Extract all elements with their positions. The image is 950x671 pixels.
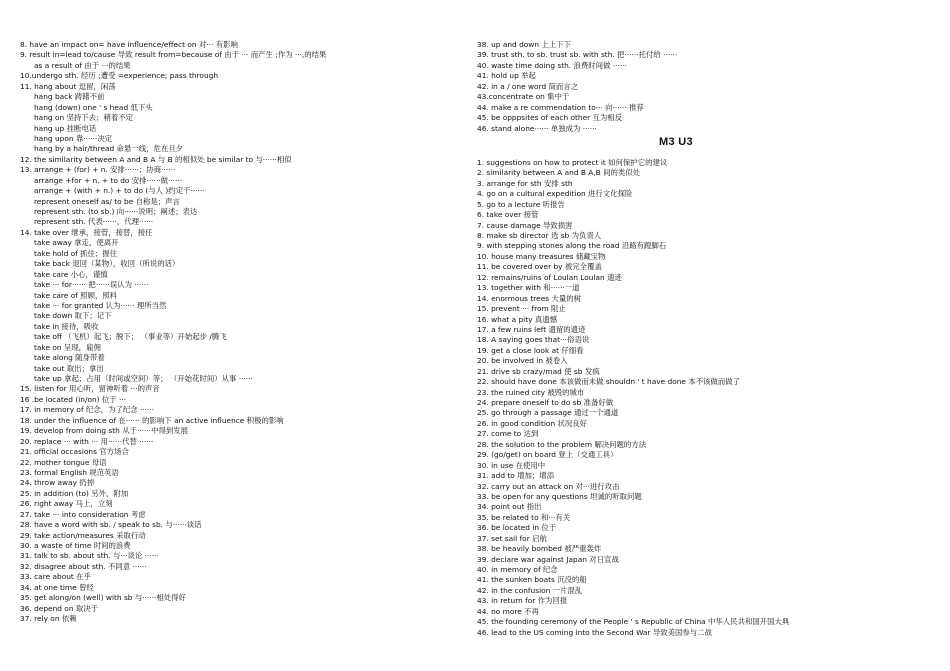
vocab-line: 23. the ruined city 被毁的城市 — [477, 387, 585, 397]
section-heading: M3 U3 — [659, 136, 693, 148]
vocab-line: take care of 照顾，照料 — [34, 290, 118, 300]
vocab-line: 10. house many treasures 储藏宝物 — [477, 251, 606, 261]
vocab-line: 25. go through a passage 通过一个通道 — [477, 408, 619, 418]
vocab-line: 11. hang about 逗留，闲荡 — [20, 81, 116, 91]
vocab-line: represent sth. 代表······，代理······ — [34, 217, 154, 227]
vocab-line: 39. trust sth. to sb. trust sb. with sth. 把······托付给 ······ — [477, 50, 678, 60]
vocab-line: 31. talk to sb. about sth. 与···谈论 ······ — [20, 551, 159, 561]
vocab-line: 16 .be located (in/on) 位于 ··· — [20, 394, 127, 404]
vocab-line: 2. similarity between A and B A,B 间的类似处 — [477, 168, 641, 178]
vocab-line: 28. the solution to the problem 解决问题的方法 — [477, 439, 647, 449]
vocab-line: 45. the founding ceremony of the People ' s Republic of China 中华人民共和国开国大典 — [477, 617, 790, 627]
vocab-line: 15. listen for 用心听，留神听着 ···的声音 — [20, 384, 160, 394]
vocab-line: 8. have an impact on= have influence/effect on 对··· 有影响 — [20, 40, 238, 49]
vocab-line: take ··· for······ 把······误认为 ······ — [34, 280, 149, 290]
vocab-line: take in 接待，吸收 — [34, 321, 99, 331]
vocab-line: hang up 挂断电话 — [34, 123, 97, 133]
vocab-line: 1. suggestions on how to protect it 如何保护它的建议 — [477, 157, 668, 167]
vocab-line: 37. rely on 依赖 — [20, 614, 77, 624]
vocab-line: 14. take over 继承，接管，接替，接任 — [20, 227, 153, 237]
vocab-line: 27. come to 达到 — [477, 429, 539, 439]
vocab-line: 26. in good condition 状况良好 — [477, 418, 588, 428]
vocab-line: 33. be open for any questions 坦诚的听取问题 — [477, 491, 642, 501]
right-bottom-list — [477, 158, 937, 638]
vocab-line: 45. be opppsites of each other 互为相反 — [477, 113, 623, 123]
vocab-line: 24. throw away 扔掉 — [20, 478, 95, 488]
right-top-list — [477, 40, 937, 134]
vocab-line: take off （飞机）起飞；脱下； （事业等）开始起步 /腾飞 — [34, 332, 227, 342]
vocab-line: 9. result in=lead to/cause 导致 result from=because of 由于 ··· 而产生 ;作为 ···,的结果 — [20, 50, 327, 60]
vocab-line: 44. make a re commendation to··· 向······ 推荐 — [477, 102, 644, 112]
heading-spacer — [477, 134, 937, 158]
vocab-line: 43.concentrate on 集中于 — [477, 92, 570, 102]
vocab-line: 7. cause damage 导致损害 — [477, 220, 573, 230]
vocab-line: 21. official occasions 官方场合 — [20, 447, 129, 457]
vocab-line: 37. set sail for 启航 — [477, 533, 547, 543]
vocab-line: 10.undergo sth. 经历 ;遭受 =experience; pass through — [20, 71, 219, 81]
vocab-line: 33. care about 在乎 — [20, 572, 91, 582]
vocab-line: 38. be heavily bombed 被严重轰炸 — [477, 544, 602, 554]
vocab-line: take down 取下；记下 — [34, 311, 112, 321]
vocab-line: hang on 坚持下去；稍着不定 — [34, 113, 134, 123]
left-column — [20, 40, 460, 625]
vocab-line: 15. prevent ··· from 阻止 — [477, 304, 566, 314]
vocab-line: 27. take ··· into consideration 考虑 — [20, 509, 146, 519]
vocab-line: 20. be involved in 被卷入 — [477, 356, 568, 366]
vocab-line: 14. enormous trees 大量的树 — [477, 293, 581, 303]
vocab-line: 46. lead to the US coming into the Second War 导致美国参与二战 — [477, 627, 712, 637]
vocab-line: 30. a waste of time 时间的浪费 — [20, 541, 131, 550]
vocab-line: take care 小心，谨慎 — [34, 269, 108, 279]
vocab-line: 4. go on a cultural expedition 进行文化探险 — [477, 189, 633, 199]
vocab-line: 38. up and down 上上下下 — [477, 40, 571, 49]
vocab-line: 40. waste time doing sth. 浪费时间做 ······ — [477, 60, 627, 70]
vocab-line: 36. be located in 位于 — [477, 523, 557, 533]
vocab-line: 16. what a pity 真遗憾 — [477, 314, 558, 324]
right-column — [477, 40, 937, 638]
vocab-line: 17. in memory of 纪念，为了纪念 ······ — [20, 405, 155, 415]
vocab-line: 31. add to 增加；增添 — [477, 471, 555, 481]
vocab-line: take out 取出；拿出 — [34, 363, 104, 373]
vocab-line: 3. arrange for sth 安排 sth — [477, 178, 573, 188]
vocab-line: 29. take action/measures 采取行动 — [20, 530, 146, 540]
vocab-line: arrange + (with + n.) + to do (与人 )约定干······ — [34, 186, 205, 196]
vocab-line: take along 随身带着 — [34, 353, 105, 363]
vocab-line: 34. at one time 曾经 — [20, 582, 94, 592]
vocab-line: 29. (go/get) on board 登上（交通工具） — [477, 450, 618, 460]
vocab-line: 19. develop from doing sth 从于······中得到发展 — [20, 426, 189, 436]
vocab-line: take back 退回（某物），收回（所说的话） — [34, 259, 180, 269]
vocab-line: 12. remains/ruins of Loulan Loulan 遗迹 — [477, 272, 622, 282]
vocab-line: 26. right away 马上，立刻 — [20, 499, 113, 509]
vocab-line: 42. in the confusion 一片混乱 — [477, 585, 583, 595]
vocab-line: 19. get a close look at 仔细看 — [477, 345, 584, 355]
vocab-line: 43. in return for 作为回报 — [477, 596, 568, 606]
vocab-line: 8. make sb director 选 sb 为负责人 — [477, 231, 602, 240]
vocab-line: 36. depend on 取决于 — [20, 603, 99, 613]
vocab-line: arrange +for + n. + to do 安排······做······ — [34, 175, 183, 185]
vocab-line: 6. take over 接管 — [477, 210, 539, 220]
vocab-line: 42. in a / one word 简而言之 — [477, 81, 579, 91]
vocab-line: hang back 踌躇不前 — [34, 92, 105, 102]
vocab-line: 22. mother tongue 母语 — [20, 457, 107, 467]
vocab-line: 18. A saying goes that···俗语说 — [477, 335, 590, 345]
vocab-line: 13. arrange + (for) + n. 安排······；协商······ — [20, 165, 176, 175]
vocab-line: hang upon 靠······决定 — [34, 133, 113, 143]
vocab-line: 20. replace ··· with ··· 用······代替 ······ — [20, 436, 154, 446]
vocab-line: 28. have a word with sb. / speak to sb. 与······谈话 — [20, 520, 202, 530]
vocab-line: as a result of 由于 ···的结果 — [34, 60, 131, 70]
vocab-line: 32. carry out an attack on 对···进行攻击 — [477, 481, 620, 491]
vocab-line: 18. under the influence of 在······ 的影响下 an active influence 积极的影响 — [20, 415, 284, 425]
vocab-line: 34. point out 指出 — [477, 502, 542, 512]
vocab-line: represent oneself as/ to be 自称是；声言 — [34, 196, 180, 206]
vocab-line: 35. get along/on (well) with sb 与······相处得好 — [20, 593, 186, 603]
vocab-line: take on 呈现，雇佣 — [34, 342, 101, 352]
vocab-line: hang (down) one ' s head 低下头 — [34, 102, 153, 112]
vocab-line: take hold of 抓住；握住 — [34, 248, 118, 258]
vocab-line: 35. be related to 和···有关 — [477, 512, 571, 522]
vocab-line: 44. no more 不再 — [477, 606, 539, 616]
vocab-line: take up 拿起；占用（时间或空间）等； （开始花时间）从事 ······ — [34, 374, 253, 383]
vocab-line: 40. in memory of 纪念 — [477, 565, 558, 574]
vocab-line: 23. formal English 规范英语 — [20, 467, 119, 477]
vocab-line: represent sth. (to sb.) 向······说明；阐述；表达 — [34, 207, 198, 216]
vocab-line: 22. should have done 本该做而未做 shouldn ' t have done 本不该做而做了 — [477, 377, 741, 387]
vocab-line: 11. be covered over by 被完全覆盖 — [477, 262, 602, 272]
vocab-line: 41. the sunken boats 沉没的船 — [477, 575, 587, 585]
vocab-line: 21. drive sb crazy/mad 使 sb 发疯 — [477, 366, 600, 376]
vocab-line: 12. the similarity between A and B A 与 B 的相似处 be similar to 与······相似 — [20, 154, 292, 164]
vocab-line: 30. in use 在使用中 — [477, 460, 546, 470]
vocab-line: 39. declare war against Japan 对日宣战 — [477, 554, 619, 564]
vocab-line: hang by a hair/thread 命悬一线，危在旦夕 — [34, 144, 184, 154]
vocab-line: 41. hold up 举起 — [477, 71, 536, 81]
vocab-line: 46. stand alone······ 单独成为 ······ — [477, 123, 597, 133]
vocab-line: 24. prepare oneself to do sb 准备好做 — [477, 398, 614, 407]
vocab-line: 32. disagree about sth. 不同意 ······ — [20, 561, 147, 571]
vocab-line: take ··· for granted 认为······ 理所当然 — [34, 300, 167, 310]
vocab-line: 5. go to a lecture 听报告 — [477, 199, 565, 209]
vocab-line: 17. a few ruins left 遗留的遗迹 — [477, 324, 586, 334]
vocab-line: 25. in addition (to) 另外，附加 — [20, 488, 129, 498]
vocab-line: 13. together with 和······一道 — [477, 283, 580, 293]
vocab-line: 9. with stepping stones along the road 沿路有蹬脚石 — [477, 241, 667, 251]
vocab-line: take away 拿走，使离开 — [34, 238, 119, 248]
